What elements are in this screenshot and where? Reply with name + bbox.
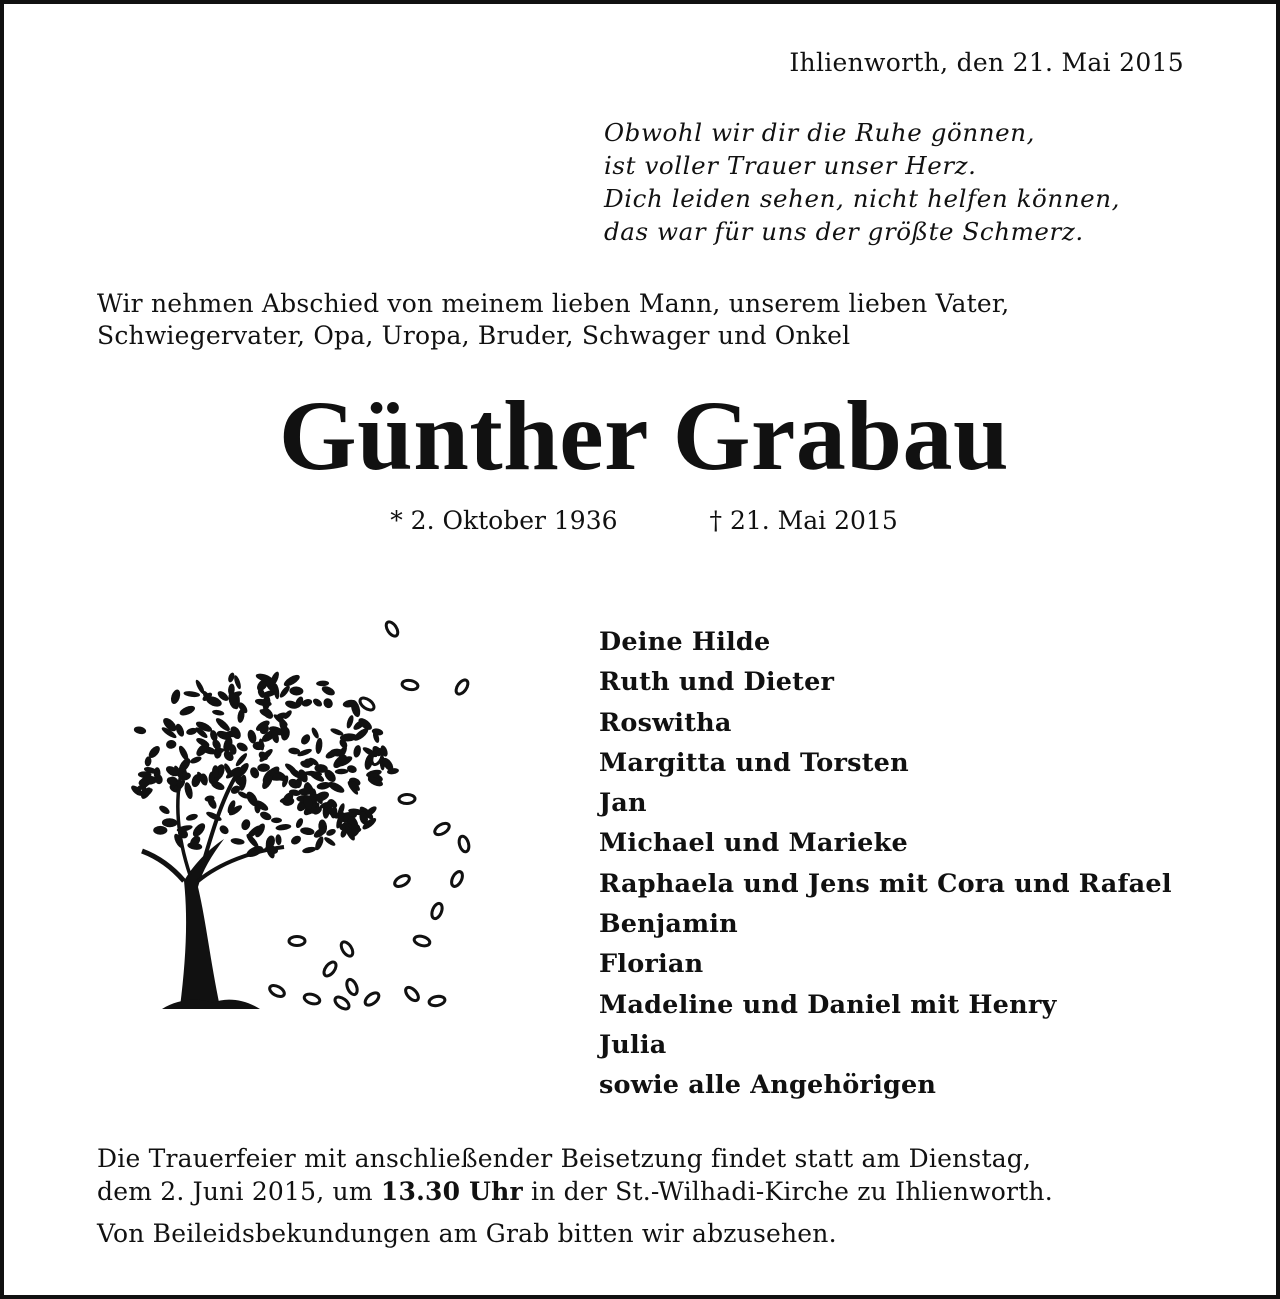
- funeral-line: [97, 1175, 1192, 1208]
- funeral-location: in der St.-Wilhadi-Kirche zu Ihlienworth.: [531, 1177, 1053, 1206]
- birth-date: * 2. Oktober 1936: [390, 506, 618, 535]
- mourner: Julia: [599, 1029, 667, 1060]
- intro-line: Wir nehmen Abschied von meinem lieben Mann, unserem lieben Vater,: [97, 289, 1010, 318]
- mourner: Raphaela und Jens mit Cora und Rafael: [599, 868, 1172, 899]
- mourner: sowie alle Angehörigen: [599, 1070, 937, 1101]
- mourner: Deine Hilde: [599, 627, 771, 657]
- poem: [604, 116, 1120, 248]
- mourner: Benjamin: [599, 909, 738, 940]
- death-date: † 21. Mai 2015: [709, 506, 898, 535]
- windblown-tree-icon: [102, 619, 482, 1019]
- place-date: Ihlienworth, den 21. Mai 2015: [789, 48, 1184, 77]
- poem-line: das war für uns der größte Schmerz.: [604, 217, 1084, 246]
- funeral-info: [97, 1142, 1192, 1208]
- funeral-time: 13.30 Uhr: [380, 1177, 523, 1206]
- intro-line: Schwiegervater, Opa, Uropa, Bruder, Schwager und Onkel: [97, 321, 851, 350]
- mourner: Margitta und Torsten: [599, 747, 909, 778]
- poem-line: Obwohl wir dir die Ruhe gönnen,: [604, 118, 1035, 147]
- mourners-list: [599, 622, 1172, 1106]
- poem-line: ist voller Trauer unser Herz.: [604, 151, 977, 180]
- mourner: Florian: [599, 949, 704, 980]
- deceased-name: Günther Grabau: [278, 380, 1010, 491]
- mourner: Roswitha: [599, 707, 732, 738]
- life-dates: [4, 506, 1280, 535]
- mourner: Michael und Marieke: [599, 828, 908, 859]
- funeral-date: dem 2. Juni 2015, um: [97, 1177, 373, 1206]
- poem-line: Dich leiden sehen, nicht helfen können,: [604, 184, 1121, 213]
- mourner: Madeline und Daniel mit Henry: [599, 989, 1057, 1020]
- mourner: Ruth und Dieter: [599, 667, 835, 698]
- condolence-note: Von Beileidsbekundungen am Grab bitten wir abzusehen.: [97, 1219, 837, 1248]
- farewell-intro: [97, 288, 1192, 352]
- mourner: Jan: [599, 788, 647, 819]
- funeral-line: Die Trauerfeier mit anschließender Beisetzung findet statt am Dienstag,: [97, 1144, 1032, 1173]
